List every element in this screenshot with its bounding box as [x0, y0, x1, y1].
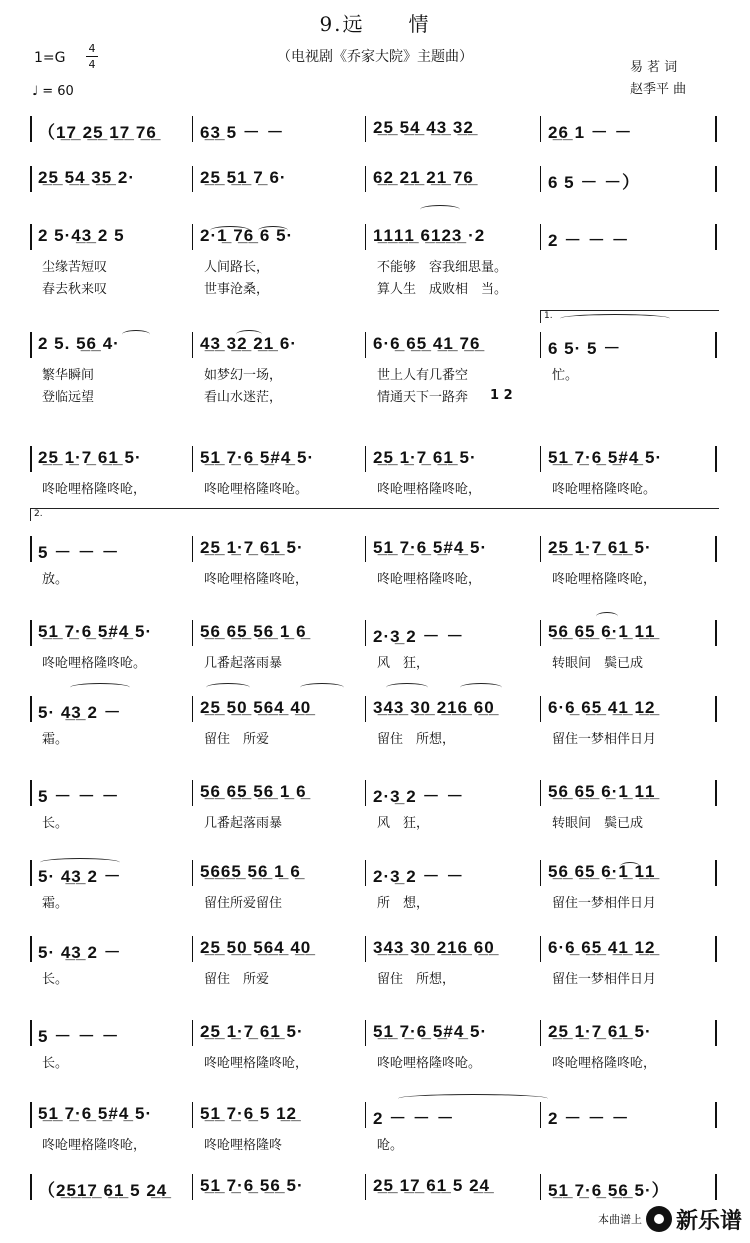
- lyric-text: 情通天下一路奔: [377, 390, 469, 405]
- barline: [192, 860, 193, 886]
- lyric-text: 咚呛哩格隆咚呛。: [204, 482, 309, 497]
- measure-notes: 5 － － －: [38, 787, 120, 806]
- measure-notes: 2·3̲ 2 － －: [373, 787, 465, 806]
- key-signature: 1=G: [34, 50, 66, 66]
- barline: [192, 1020, 193, 1046]
- measure-notes: 2̲5̲ 5̲1̲ 7̲ 6·: [200, 168, 287, 187]
- barline: [365, 780, 366, 806]
- barline: [30, 860, 32, 886]
- barline: [192, 936, 193, 962]
- measure-notes: 6·6̲ 6̲5̲ 4̲1̲ 1̲2̲: [548, 698, 656, 717]
- measure-notes: 5̲6̲ 6̲5̲ 6̲·1̲ 1̲1̲: [548, 622, 656, 641]
- measure-notes: 1̲1̲1̲1̲ 6̲1̲2̲3̲ ·2: [373, 226, 486, 245]
- barline: [192, 536, 193, 562]
- slur-mark: [596, 612, 618, 621]
- lyric-text: 咚呛哩格隆咚呛，: [377, 572, 482, 587]
- barline: [365, 116, 366, 142]
- measure-notes: 4̲3̲ 3̲2̲ 2̲1̲ 6·: [200, 334, 298, 353]
- lyric-text: 尘缘苦短叹: [42, 260, 108, 275]
- slur-mark: [40, 858, 120, 867]
- measure-notes: 5̲1̲ 7̲·6̲ 5̲#4̲ 5·: [548, 448, 663, 467]
- lyric-text: 咚呛哩格隆咚呛。: [552, 482, 657, 497]
- measure-notes: 2 － － －: [548, 231, 630, 250]
- measure-notes: 5· 4̲3̲ 2 －: [38, 703, 122, 722]
- lyric-text: 世事沧桑，: [204, 282, 270, 297]
- barline: [715, 166, 717, 192]
- barline: [540, 860, 541, 886]
- measure-notes: 5̲1̲ 7̲·6̲ 5̲#4̲ 5·: [38, 622, 153, 641]
- measure-notes: 5 － － －: [38, 1027, 120, 1046]
- tempo-mark: ♩ = 60: [32, 84, 74, 99]
- measure-notes: 2̲6̲ 1 － －: [548, 123, 633, 142]
- barline: [540, 446, 541, 472]
- measure-notes: 2̲5̲ 1̲·7̲ 6̲1̲ 5·: [548, 1022, 652, 1041]
- lyric-text: 呛。: [377, 1138, 404, 1153]
- lyric-text: 繁华瞬间: [42, 368, 95, 383]
- lyric-text: 咚呛哩格隆咚呛。: [377, 1056, 482, 1071]
- measure-notes: 2̲5̲ 1̲·7̲ 6̲1̲ 5·: [548, 538, 652, 557]
- barline: [30, 620, 32, 646]
- measure-notes: 5̲1̲ 7̲·6̲ 5̲#4̲ 5·: [373, 1022, 488, 1041]
- song-subtitle: （电视剧《乔家大院》主题曲）: [277, 49, 473, 65]
- barline: [715, 696, 717, 722]
- barline: [30, 224, 32, 250]
- song-title: 9.远 情: [319, 12, 431, 36]
- lyric-text: 咚呛哩格隆咚呛，: [377, 482, 482, 497]
- barline: [540, 1102, 541, 1128]
- barline: [540, 936, 541, 962]
- barline: [540, 224, 541, 250]
- barline: [365, 936, 366, 962]
- measure-notes: 5̲6̲6̲5̲ 5̲6̲ 1̲ 6̲: [200, 862, 301, 881]
- barline: [192, 1102, 193, 1128]
- barline: [540, 1020, 541, 1046]
- slur-mark: [300, 683, 344, 692]
- barline: [30, 1174, 32, 1200]
- barline: [715, 780, 717, 806]
- lyric-text: 世上人有几番空: [377, 368, 469, 383]
- barline: [192, 224, 193, 250]
- lyric-text: 咚呛哩格隆咚呛，: [42, 482, 147, 497]
- barline: [715, 446, 717, 472]
- barline: [30, 332, 32, 358]
- lyric-text: 放。: [42, 572, 69, 587]
- measure-notes: 6̲3̲ 5 － －: [200, 123, 285, 142]
- measure-notes: 2·3̲ 2 － －: [373, 627, 465, 646]
- measure-notes: 5 － － －: [38, 543, 120, 562]
- barline: [30, 446, 32, 472]
- barline: [540, 166, 541, 192]
- slur-mark: [386, 683, 428, 692]
- barline: [540, 116, 541, 142]
- measure-notes: 2 5·4̲3̲ 2 5: [38, 226, 125, 245]
- barline: [192, 332, 193, 358]
- measure-notes: 5· 4̲3̲ 2 －: [38, 943, 122, 962]
- lyric-text: 咚呛哩格隆咚呛，: [42, 1138, 147, 1153]
- barline: [540, 620, 541, 646]
- slur-mark: [70, 683, 130, 692]
- watermark: [598, 1201, 742, 1237]
- barline: [30, 116, 32, 142]
- barline: [715, 620, 717, 646]
- measure-notes: 5· 4̲3̲ 2 －: [38, 867, 122, 886]
- measure-notes: 2̲5̲ 1̲7̲ 6̲1̲ 5 2̲4̲: [373, 1176, 490, 1195]
- slur-mark: [460, 683, 502, 692]
- barline: [30, 536, 32, 562]
- measure-notes: 6̲2̲ 2̲1̲ 2̲1̲ 7̲6̲: [373, 168, 474, 187]
- barline: [715, 536, 717, 562]
- barline: [192, 780, 193, 806]
- measure-notes: 5̲6̲ 6̲5̲ 5̲6̲ 1̲ 6̲: [200, 622, 307, 641]
- lyric-text: 几番起落雨暴: [204, 816, 283, 831]
- barline: [192, 166, 193, 192]
- measure-notes: （2̲5̲1̲7̲ 6̲1̲ 5 2̲4̲: [38, 1181, 168, 1200]
- barline: [715, 332, 717, 358]
- lyric-text: 咚呛哩格隆咚: [204, 1138, 283, 1153]
- lyricist-credit: 易 茗 词: [630, 60, 678, 75]
- measure-notes: （1̲7̲ 2̲5̲ 1̲7̲ 7̲6̲: [38, 123, 157, 142]
- barline: [540, 696, 541, 722]
- slur-mark: [210, 226, 250, 235]
- lyric-text: 留住 所爱: [204, 732, 270, 747]
- measure-notes: 5̲1̲ 7̲·6̲ 5̲6̲ 5·: [200, 1176, 304, 1195]
- measure-notes: 5̲1̲ 7̲·6̲ 5̲6̲ 5·）: [548, 1181, 670, 1200]
- slur-mark: [206, 683, 250, 692]
- measure-notes: 2 － － －: [548, 1109, 630, 1128]
- measure-notes: 2̲5̲ 1̲·7̲ 6̲1̲ 5·: [373, 448, 477, 467]
- barline: [715, 1020, 717, 1046]
- barline: [30, 780, 32, 806]
- composer-credit: 赵季平 曲: [630, 82, 687, 97]
- barline: [30, 166, 32, 192]
- barline: [192, 620, 193, 646]
- lyric-text: 霜。: [42, 896, 69, 911]
- barline: [192, 696, 193, 722]
- measure-notes: 5̲1̲ 7̲·6̲ 5 1̲2̲: [200, 1104, 298, 1123]
- measure-notes: 6 5 － －）: [548, 173, 641, 192]
- lyric-text: 咚呛哩格隆咚呛，: [204, 1056, 309, 1071]
- measure-notes: 2̲5̲ 5̲4̲ 3̲5̲ 2·: [38, 168, 136, 187]
- barline: [365, 696, 366, 722]
- lyric-text: 风 狂，: [377, 816, 430, 831]
- lyric-text: 咚呛哩格隆咚呛。: [42, 656, 147, 671]
- measure-notes: 2̲5̲ 1̲·7̲ 6̲1̲ 5·: [200, 1022, 304, 1041]
- slur-mark: [620, 862, 640, 871]
- slur-mark: [398, 1094, 548, 1103]
- measure-notes: 2 － － －: [373, 1109, 455, 1128]
- lyric-text: 所 想，: [377, 896, 430, 911]
- barline: [540, 1174, 541, 1200]
- barline: [192, 1174, 193, 1200]
- lyric-text: 留住所爱留住: [204, 896, 283, 911]
- slur-mark: [258, 226, 288, 235]
- barline: [540, 536, 541, 562]
- lyric-text: 长。: [42, 1056, 69, 1071]
- watermark-note: 本曲谱上: [597, 1213, 642, 1226]
- lyric-text: 留住 所想，: [377, 972, 456, 987]
- lyric-text: 几番起落雨暴: [204, 656, 283, 671]
- measure-notes: 5̲6̲ 6̲5̲ 6̲·1̲ 1̲1̲: [548, 782, 656, 801]
- barline: [365, 332, 366, 358]
- lyric-text: 长。: [42, 816, 69, 831]
- lyric-text: 不能够 容我细思量。: [377, 260, 508, 275]
- measure-notes: 5̲1̲ 7̲·6̲ 5̲#4̲ 5·: [38, 1104, 153, 1123]
- barline: [540, 332, 541, 358]
- lyric-text: 留住一梦相伴日月: [552, 732, 657, 747]
- barline: [192, 446, 193, 472]
- lyric-text: 留住一梦相伴日月: [552, 972, 657, 987]
- measure-notes: 2̲5̲ 1̲·7̲ 6̲1̲ 5·: [200, 538, 304, 557]
- measure-notes: 6·6̲ 6̲5̲ 4̲1̲ 7̲6̲: [373, 334, 481, 353]
- barline: [365, 224, 366, 250]
- measure-notes: 5̲6̲ 6̲5̲ 5̲6̲ 1̲ 6̲: [200, 782, 307, 801]
- barline: [30, 936, 32, 962]
- barline: [30, 1102, 32, 1128]
- lyric-text: 长。: [42, 972, 69, 987]
- lyric-text: 霜。: [42, 732, 69, 747]
- measure-notes: 6·6̲ 6̲5̲ 4̲1̲ 1̲2̲: [548, 938, 656, 957]
- lyric-text: 转眼间 鬓已成: [552, 816, 644, 831]
- lyric-text: 人间路长，: [204, 260, 270, 275]
- measure-notes: 2·3̲ 2 － －: [373, 867, 465, 886]
- lyric-text: 如梦幻一场，: [204, 368, 283, 383]
- measure-notes: 3̲4̲3̲ 3̲0̲ 2̲1̲6̲ 6̲0̲: [373, 698, 495, 717]
- barline: [365, 620, 366, 646]
- barline: [715, 936, 717, 962]
- slur-mark: [122, 330, 150, 339]
- time-signature-line: [86, 56, 98, 57]
- measure-notes: 2 5. 5̲6̲ 4·: [38, 334, 120, 353]
- barline: [192, 116, 193, 142]
- lyric-text: 风 狂，: [377, 656, 430, 671]
- measure-notes: 5̲6̲ 6̲5̲ 6̲·1̲ 1̲1̲: [548, 862, 656, 881]
- barline: [365, 446, 366, 472]
- barline: [715, 1174, 717, 1200]
- barline: [715, 116, 717, 142]
- slur-mark: [236, 330, 262, 339]
- lyric-text: 登临远望: [42, 390, 95, 405]
- lyric-text: 留住 所想，: [377, 732, 456, 747]
- barline: [365, 1102, 366, 1128]
- watermark-brand: 新乐谱: [675, 1208, 742, 1234]
- first-ending-bracket: 1.: [540, 310, 719, 323]
- measure-notes: 2̲5̲ 5̲0̲ 5̲6̲4̲ 4̲0̲: [200, 698, 312, 717]
- barline: [715, 224, 717, 250]
- barline: [715, 860, 717, 886]
- measure-notes: 2·1̲ 7̲6̲ 6 5·: [200, 226, 294, 245]
- time-signature-bottom: 4: [88, 58, 96, 71]
- lyric-text: 算人生 成败相 当。: [377, 282, 508, 297]
- second-ending-bracket: 2.: [30, 508, 719, 521]
- lyric-text: 留住一梦相伴日月: [552, 896, 657, 911]
- lyric-text: 春去秋来叹: [42, 282, 108, 297]
- measure-notes: 2̲5̲ 1̲·7̲ 6̲1̲ 5·: [38, 448, 142, 467]
- barline: [540, 780, 541, 806]
- measure-notes: 3̲4̲3̲ 3̲0̲ 2̲1̲6̲ 6̲0̲: [373, 938, 495, 957]
- time-signature-top: 4: [88, 42, 96, 55]
- lyric-text: 咚呛哩格隆咚呛，: [552, 1056, 657, 1071]
- lyric-text: 咚呛哩格隆咚呛，: [552, 572, 657, 587]
- measure-notes: 2̲5̲ 5̲4̲ 4̲3̲ 3̲2̲: [373, 118, 474, 137]
- lyric-text: 转眼间 鬓已成: [552, 656, 644, 671]
- lyric-text: 忙。: [552, 368, 579, 383]
- barline: [365, 1020, 366, 1046]
- slur-mark: [420, 205, 460, 214]
- lyric-text: 留住 所爱: [204, 972, 270, 987]
- barline: [30, 1020, 32, 1046]
- barline: [30, 696, 32, 722]
- barline: [365, 860, 366, 886]
- measure-notes: 6 5· 5 －: [548, 339, 622, 358]
- barline: [365, 536, 366, 562]
- lyric-text: 看山水迷茫，: [204, 390, 283, 405]
- measure-notes: 5̲1̲ 7̲·6̲ 5̲#4̲ 5·: [200, 448, 315, 467]
- verse-ending-marker: 1 2: [490, 388, 513, 403]
- lyric-text: 咚呛哩格隆咚呛，: [204, 572, 309, 587]
- barline: [365, 1174, 366, 1200]
- record-logo-icon: [646, 1206, 672, 1232]
- measure-notes: 5̲1̲ 7̲·6̲ 5̲#4̲ 5·: [373, 538, 488, 557]
- barline: [365, 166, 366, 192]
- barline: [715, 1102, 717, 1128]
- measure-notes: 2̲5̲ 5̲0̲ 5̲6̲4̲ 4̲0̲: [200, 938, 312, 957]
